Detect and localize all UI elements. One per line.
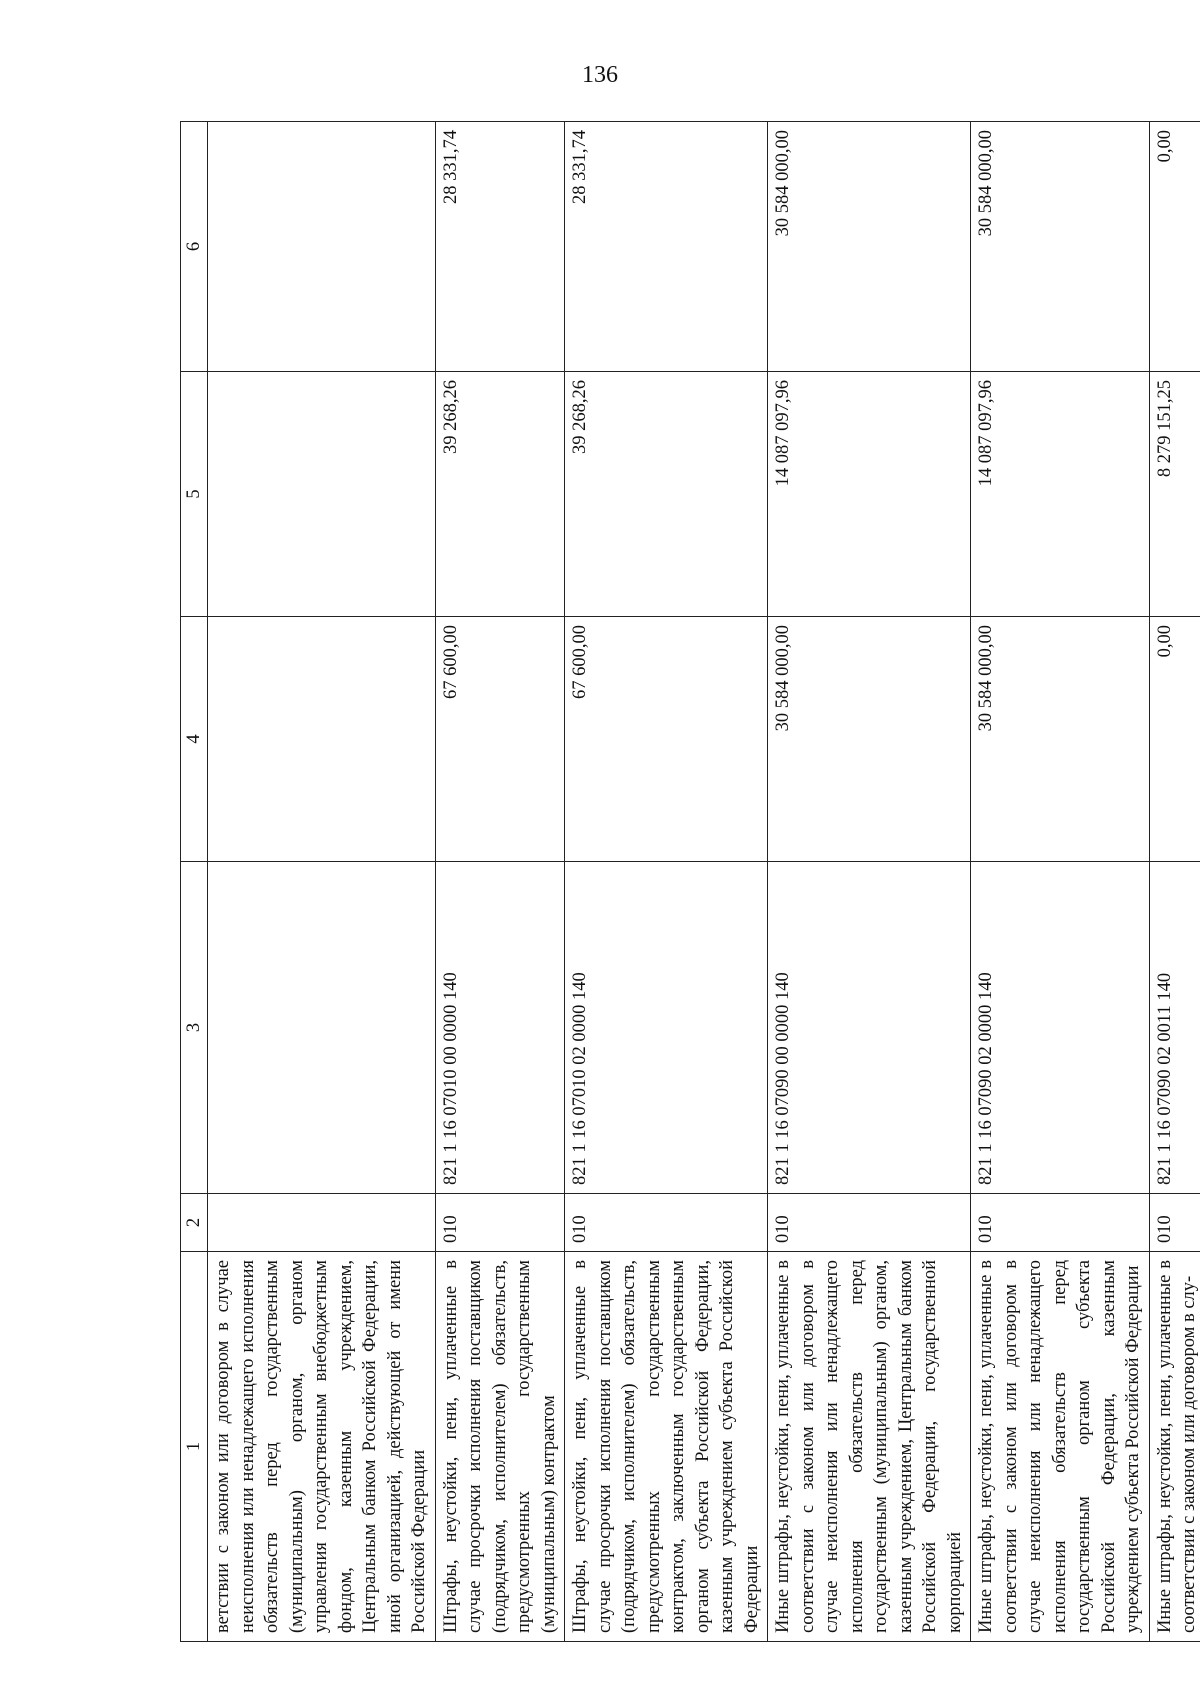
table-row — [768, 122, 971, 1642]
page-number: 136 — [582, 62, 618, 88]
row-value-col6 — [208, 122, 436, 372]
row-value-col5: 8 279 151,25 — [1149, 372, 1200, 617]
row-name: Штрафы, неустойки, пени, уплаченные в случае просрочки исполнения поставщиком (подрядчиком, исполнителем) обязательств, предусмотренных государственным контрактом, заключенным государственным органом субъекта Российской Федерации, казенным учреждением субъекта Российской Федерации — [565, 1252, 768, 1642]
row-value-col6: 30 584 000,00 — [971, 122, 1150, 372]
row-value-col5 — [208, 372, 436, 617]
row-name: Штрафы, неустойки, пени, уплаченные в случае просрочки исполнения поставщиком (подрядчиком, исполнителем) обязательств, предусмотренных государственным (муниципальным) контрактом — [435, 1252, 565, 1642]
table-row — [1149, 122, 1200, 1642]
row-value-col5: 14 087 097,96 — [768, 372, 971, 617]
table-row — [435, 122, 565, 1642]
row-okato: 010 — [565, 1194, 768, 1252]
row-okato: 010 — [768, 1194, 971, 1252]
table-row — [208, 122, 436, 1642]
column-header: 3 — [181, 862, 208, 1194]
row-value-col4 — [208, 617, 436, 862]
row-value-col4: 67 600,00 — [565, 617, 768, 862]
row-value-col5: 14 087 097,96 — [971, 372, 1150, 617]
rotated-table-container — [180, 122, 1199, 1642]
row-okato — [208, 1194, 436, 1252]
column-header: 6 — [181, 122, 208, 372]
column-header: 5 — [181, 372, 208, 617]
row-value-col6: 28 331,74 — [435, 122, 565, 372]
row-value-col4: 67 600,00 — [435, 617, 565, 862]
row-okato: 010 — [1149, 1194, 1200, 1252]
row-value-col5: 39 268,26 — [565, 372, 768, 617]
budget-revenue-table — [180, 121, 1200, 1642]
row-value-col4: 30 584 000,00 — [971, 617, 1150, 862]
row-code: 821 1 16 07090 00 0000 140 — [768, 862, 971, 1194]
row-value-col4: 30 584 000,00 — [768, 617, 971, 862]
table-row — [565, 122, 768, 1642]
column-header: 4 — [181, 617, 208, 862]
row-code: 821 1 16 07010 00 0000 140 — [435, 862, 565, 1194]
row-value-col4: 0,00 — [1149, 617, 1200, 862]
table-row — [971, 122, 1150, 1642]
row-code: 821 1 16 07010 02 0000 140 — [565, 862, 768, 1194]
row-name: Иные штрафы, неустойки, пени, уплаченные в соответствии с законом или договором в случае неисполнения или ненадлежащего исполнения обязательств перед государственным (муниципальным) органом, казенным учреждением, Центральным банком Российской Федерации, государственной корпорацией — [768, 1252, 971, 1642]
row-name: ветствии с законом или договором в случае неисполнения или ненадлежащего исполнения обязательств перед государственным (муниципальным) органом, органом управления государственным внебюджетным фондом, казенным учреждением, Центральным банком Российской Федерации, иной организацией, действующей от имени Российской Федерации — [208, 1252, 436, 1642]
row-code: 821 1 16 07090 02 0000 140 — [971, 862, 1150, 1194]
row-code — [208, 862, 436, 1194]
column-header: 1 — [181, 1252, 208, 1642]
table-header-row — [181, 122, 208, 1642]
row-name: Иные штрафы, неустойки, пени, уплаченные в соответствии с законом или договором в случае неисполнения или ненадлежащего исполнения обязательств перед государственным органом субъекта Российской Федерации, казенным учреждением субъекта Российской Федерации — [971, 1252, 1150, 1642]
row-value-col6: 30 584 000,00 — [768, 122, 971, 372]
row-value-col6: 0,00 — [1149, 122, 1200, 372]
row-value-col6: 28 331,74 — [565, 122, 768, 372]
row-code: 821 1 16 07090 02 0011 140 — [1149, 862, 1200, 1194]
row-name: Иные штрафы, неустойки, пени, уплаченные в соответствии с законом или договором в слу- — [1149, 1252, 1200, 1642]
row-okato: 010 — [435, 1194, 565, 1252]
row-okato: 010 — [971, 1194, 1150, 1252]
row-value-col5: 39 268,26 — [435, 372, 565, 617]
column-header: 2 — [181, 1194, 208, 1252]
